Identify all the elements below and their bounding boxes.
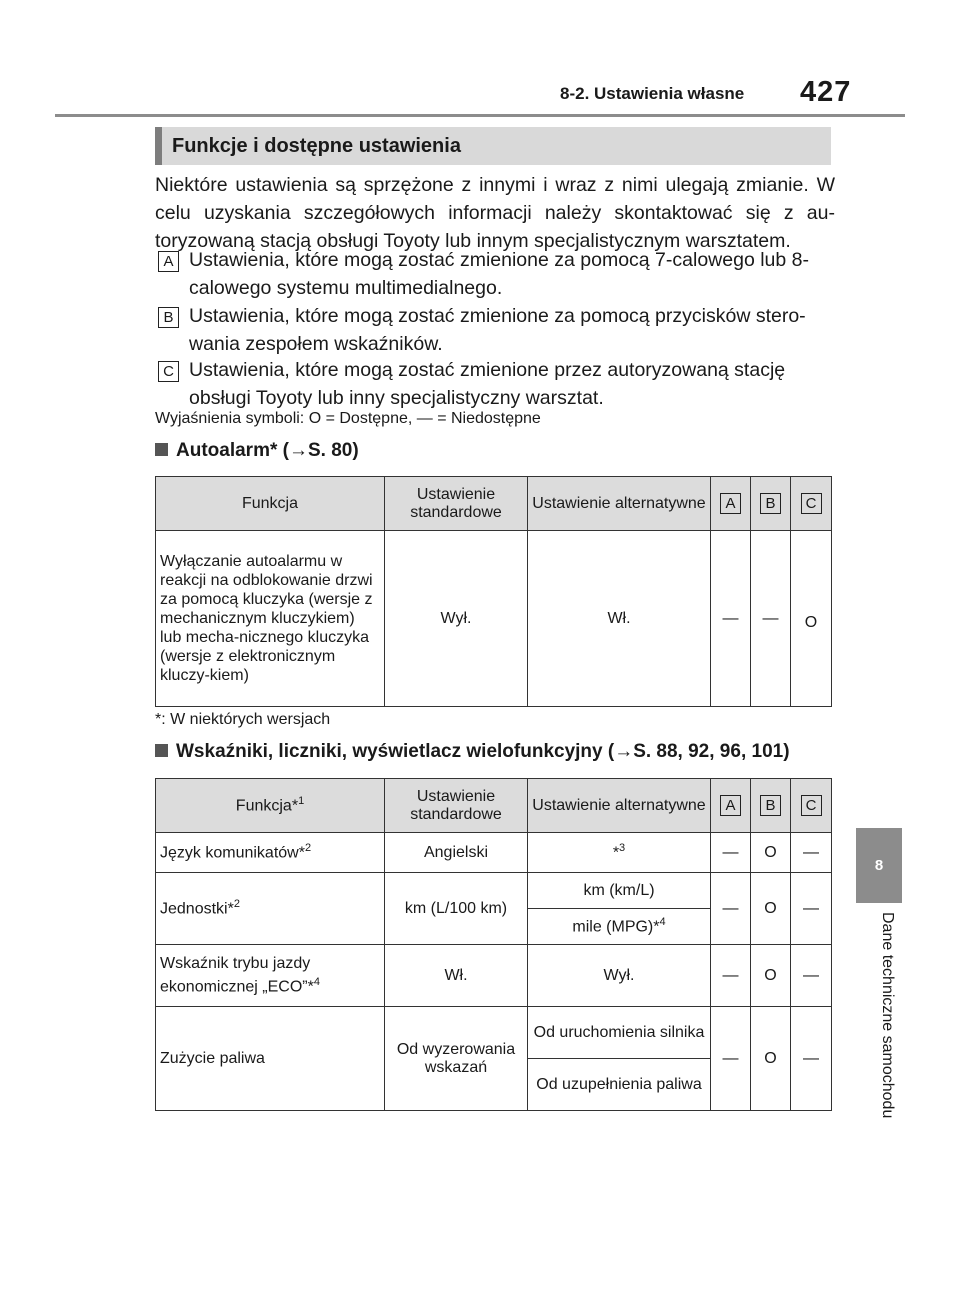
col-alternative: Ustawienie alternatywne [528,477,711,531]
header-rule [55,114,905,117]
key-b-box: B [158,307,179,328]
alarm-table [155,476,832,707]
cell-c: — [791,873,832,945]
key-c-box: C [158,361,179,382]
table-row [156,945,832,1007]
square-bullet-icon [155,443,168,456]
cell-func: Zużycie paliwa [156,1007,385,1111]
col-c: C [791,779,832,833]
col-alternative: Ustawienie alternatywne [528,779,711,833]
section-heading-alarm [155,440,359,462]
cell-std: Wł. [385,945,528,1007]
legend-text: Ustawienia, które mogą zostać zmienione przez autoryzowaną stację obsługi Toyoty lub inny specjalistyczny warsztat. [189,359,786,409]
page-number: 427 [800,76,852,108]
col-b: B [751,779,791,833]
cell-func: Język komunikatów*$^2$ [156,833,385,873]
section-heading-gauges [155,741,790,763]
col-standard: Ustawienie standardowe [385,779,528,833]
col-standard: Ustawienie standardowe [385,477,528,531]
table-header-row [156,779,832,833]
legend-text: Ustawienia, które mogą zostać zmienione za pomocą 7-calowego lub 8-calowego systemu multimedialnego. [189,249,809,299]
intro-paragraph: Niektóre ustawienia są sprzężone z innymi i wraz z nimi ulegają zmianie. W celu uzyskania szczegółowych informacji należy skontaktować się z au-toryzowaną stacją obsługi Toyoty lub innym specjalistycznym warsztatem. [155,174,835,252]
gauges-table [155,778,832,1111]
cell-func: Wyłączanie autoalarmu w reakcji na odblokowanie drzwi za pomocą kluczyka (wersje z mechanicznym kluczykiem) lub mecha-nicznego kluczyka (wersje z elektronicznym kluczy-kiem) [156,531,385,707]
cell-b: O [751,1007,791,1111]
cell-c: O [791,531,832,707]
table-row [156,873,832,909]
heading-text: Autoalarm* (→S. 80) [176,440,359,461]
col-funkcja: Funkcja [156,477,385,531]
cell-a: — [711,833,751,873]
cell-a: — [711,945,751,1007]
table-header-row [156,477,832,531]
cell-alt: km (km/L) [528,873,711,909]
cell-std: Angielski [385,833,528,873]
section-header: 8-2. Ustawienia własne [560,84,745,103]
table-row [156,1007,832,1059]
cell-b: O [751,873,791,945]
cell-alt: mile (MPG)*$^4$ [528,909,711,945]
cell-alt: Od uruchomienia silnika [528,1007,711,1059]
key-a-box: A [158,251,179,272]
cell-b: O [751,945,791,1007]
col-a: A [711,779,751,833]
cell-b: — [751,531,791,707]
cell-a: — [711,531,751,707]
cell-std: km (L/100 km) [385,873,528,945]
section-title-bar [155,127,831,165]
cell-func: Wskaźnik trybu jazdy ekonomicznej „ECO”*$^4$ [156,945,385,1007]
cell-c: — [791,945,832,1007]
cell-alt: Wył. [528,945,711,1007]
table-row [156,833,832,873]
footnote: *: W niektórych wersjach [155,711,331,728]
legend-item-b [155,302,835,358]
heading-text: Wskaźniki, liczniki, wyświetlacz wielofunkcyjny (→S. 88, 92, 96, 101) [176,741,790,762]
section-title: Funkcje i dostępne ustawienia [172,135,461,157]
cell-b: O [751,833,791,873]
chapter-title: Dane techniczne samochodu [879,912,896,1119]
legend-item-c [155,356,835,412]
cell-alt: Wł. [528,531,711,707]
cell-c: — [791,833,832,873]
title-accent [155,127,162,165]
square-bullet-icon [155,744,168,757]
cell-a: — [711,873,751,945]
cell-alt: Od uzupełnienia paliwa [528,1059,711,1111]
cell-func: Jednostki*$^2$ [156,873,385,945]
cell-std: Wył. [385,531,528,707]
col-b: B [751,477,791,531]
cell-std: Od wyzerowania wskazań [385,1007,528,1111]
legend-text: Ustawienia, które mogą zostać zmienione za pomocą przycisków stero-wania zespołem wskaźników. [189,305,806,355]
legend-item-a [155,246,835,302]
col-c: C [791,477,832,531]
table-row [156,531,832,707]
symbols-note: Wyjaśnienia symboli: O = Dostępne, — = Niedostępne [155,410,541,427]
col-funkcja: Funkcja*$^1$ [156,779,385,833]
cell-c: — [791,1007,832,1111]
cell-alt: *$^3$ [528,833,711,873]
chapter-tab: 8 [856,828,902,903]
cell-a: — [711,1007,751,1111]
col-a: A [711,477,751,531]
